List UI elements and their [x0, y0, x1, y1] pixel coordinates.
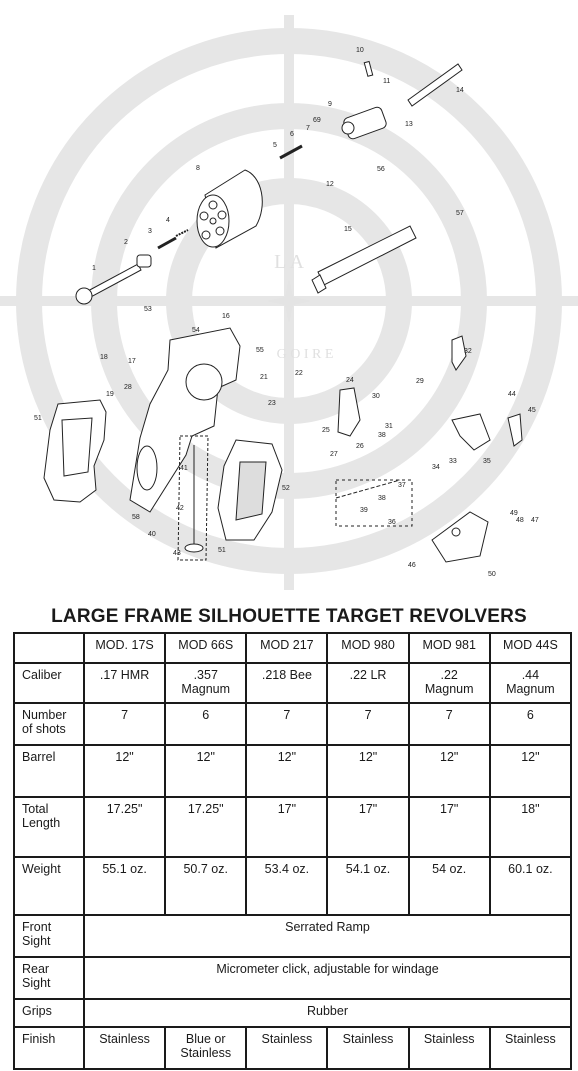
value-cell: 17": [246, 797, 327, 857]
value-cell: 12": [327, 745, 408, 797]
part-label-43: 43: [173, 550, 181, 557]
value-cell: 55.1 oz.: [84, 857, 165, 915]
value-cell: Stainless: [246, 1027, 327, 1069]
part-label-5: 5: [273, 142, 277, 149]
spanning-value-cell: Micrometer click, adjustable for windage: [84, 957, 571, 999]
value-cell: 50.7 oz.: [165, 857, 246, 915]
part-label-1: 1: [92, 265, 96, 272]
part-label-21: 21: [260, 374, 268, 381]
part-label-4: 4: [166, 217, 170, 224]
value-cell: Stainless: [84, 1027, 165, 1069]
part-label-9: 9: [328, 101, 332, 108]
table-row: [14, 797, 571, 857]
part-label-19: 19: [106, 391, 114, 398]
value-cell: 12": [490, 745, 571, 797]
value-cell: 17.25": [84, 797, 165, 857]
watermark-text-bottom: G O I R E: [276, 347, 334, 362]
part-label-13: 13: [405, 121, 413, 128]
part-label-38: 38: [378, 432, 386, 439]
value-cell: 6: [165, 703, 246, 745]
part-label-26: 26: [356, 443, 364, 450]
part-label-3: 3: [148, 228, 152, 235]
part-label-41: 41: [180, 465, 188, 472]
part-label-47: 47: [531, 517, 539, 524]
part-label-32: 32: [464, 348, 472, 355]
table-header-row: [14, 633, 571, 663]
spanning-value-cell: Serrated Ramp: [84, 915, 571, 957]
specifications-table: [13, 632, 572, 1070]
value-cell: 17": [327, 797, 408, 857]
row-label-cell: Rear Sight: [14, 957, 84, 999]
value-cell: 54.1 oz.: [327, 857, 408, 915]
row-label-cell: Front Sight: [14, 915, 84, 957]
value-cell: Stainless: [327, 1027, 408, 1069]
value-cell: 54 oz.: [409, 857, 490, 915]
part-label-44: 44: [508, 391, 516, 398]
spanning-value-cell: Rubber: [84, 999, 571, 1027]
part-label-33: 33: [449, 458, 457, 465]
table-row: [14, 915, 571, 957]
part-label-40: 40: [148, 531, 156, 538]
part-label-14: 14: [456, 87, 464, 94]
value-cell: .22 LR: [327, 663, 408, 703]
bushing-part-2: [137, 255, 151, 267]
part-label-35: 35: [483, 458, 491, 465]
part-label-38b: 38: [378, 495, 386, 502]
part-label-36: 36: [388, 519, 396, 526]
row-label-cell: Total Length: [14, 797, 84, 857]
part-label-2: 2: [124, 239, 128, 246]
table-row: [14, 999, 571, 1027]
part-label-30: 30: [372, 393, 380, 400]
part-label-50: 50: [488, 571, 496, 578]
part-label-49: 49: [510, 510, 518, 517]
part-label-11: 11: [383, 78, 391, 85]
part-label-18: 18: [100, 354, 108, 361]
part-label-27: 27: [330, 451, 338, 458]
cylinder-part-8: [197, 170, 262, 248]
part-label-7: 7: [306, 125, 310, 132]
watermark-text-top: L A: [274, 251, 304, 273]
trigger-part-35: [452, 414, 490, 450]
part-label-55: 55: [256, 347, 264, 354]
model-header-cell: MOD 981: [409, 633, 490, 663]
part-label-57: 57: [456, 210, 464, 217]
value-cell: 17": [409, 797, 490, 857]
watermark-star-icon: [266, 278, 312, 324]
page-title: LARGE FRAME SILHOUETTE TARGET REVOLVERS: [51, 606, 527, 627]
part-label-51b: 51: [218, 547, 226, 554]
part-label-48: 48: [516, 517, 524, 524]
part-label-28: 28: [124, 384, 132, 391]
table-row: [14, 745, 571, 797]
part-label-46: 46: [408, 562, 416, 569]
part-label-24: 24: [346, 377, 354, 384]
table-row: [14, 663, 571, 703]
part-label-45: 45: [528, 407, 536, 414]
part-label-25: 25: [322, 427, 330, 434]
row-label-cell: Number of shots: [14, 703, 84, 745]
value-cell: 6: [490, 703, 571, 745]
value-cell: .357 Magnum: [165, 663, 246, 703]
value-cell: 7: [246, 703, 327, 745]
part-label-56: 56: [377, 166, 385, 173]
table-row: [14, 857, 571, 915]
grip-right-part-51: [218, 440, 282, 540]
model-header-cell: MOD 980: [327, 633, 408, 663]
model-header-cell: MOD 66S: [165, 633, 246, 663]
value-cell: 60.1 oz.: [490, 857, 571, 915]
value-cell: 17.25": [165, 797, 246, 857]
part-label-51a: 51: [34, 415, 42, 422]
part-label-17: 17: [128, 358, 136, 365]
value-cell: .22 Magnum: [409, 663, 490, 703]
row-label-cell: Finish: [14, 1027, 84, 1069]
part-label-8: 8: [196, 165, 200, 172]
part-label-15: 15: [344, 226, 352, 233]
part-label-12: 12: [326, 181, 334, 188]
part-label-10: 10: [356, 47, 364, 54]
part-label-58: 58: [132, 514, 140, 521]
model-header-cell: MOD 217: [246, 633, 327, 663]
value-cell: .44 Magnum: [490, 663, 571, 703]
part-label-34: 34: [432, 464, 440, 471]
table-row: [14, 1027, 571, 1069]
part-label-69: 69: [313, 117, 321, 124]
part-label-52: 52: [282, 485, 290, 492]
model-header-cell: MOD. 17S: [84, 633, 165, 663]
part-label-39: 39: [360, 507, 368, 514]
part-label-23: 23: [268, 400, 276, 407]
value-cell: Blue or Stainless: [165, 1027, 246, 1069]
part-label-6: 6: [290, 131, 294, 138]
value-cell: 7: [327, 703, 408, 745]
value-cell: 12": [246, 745, 327, 797]
row-label-cell: Grips: [14, 999, 84, 1027]
part-label-22: 22: [295, 370, 303, 377]
value-cell: 7: [84, 703, 165, 745]
value-cell: 12": [409, 745, 490, 797]
row-label-cell: Barrel: [14, 745, 84, 797]
value-cell: 18": [490, 797, 571, 857]
model-header-cell: MOD 44S: [490, 633, 571, 663]
part-label-29: 29: [416, 378, 424, 385]
part-label-53: 53: [144, 306, 152, 313]
part-label-54: 54: [192, 327, 200, 334]
value-cell: 53.4 oz.: [246, 857, 327, 915]
value-cell: Stainless: [490, 1027, 571, 1069]
value-cell: Stainless: [409, 1027, 490, 1069]
part-label-16: 16: [222, 313, 230, 320]
header-empty-cell: [14, 633, 84, 663]
value-cell: .17 HMR: [84, 663, 165, 703]
row-label-cell: Caliber: [14, 663, 84, 703]
plunger-part-3: [158, 238, 176, 248]
value-cell: 7: [409, 703, 490, 745]
row-label-cell: Weight: [14, 857, 84, 915]
part-label-31: 31: [385, 423, 393, 430]
table-row: [14, 957, 571, 999]
value-cell: 12": [84, 745, 165, 797]
part-label-37: 37: [398, 482, 406, 489]
part-label-42: 42: [176, 505, 184, 512]
value-cell: 12": [165, 745, 246, 797]
table-row: [14, 703, 571, 745]
value-cell: .218 Bee: [246, 663, 327, 703]
